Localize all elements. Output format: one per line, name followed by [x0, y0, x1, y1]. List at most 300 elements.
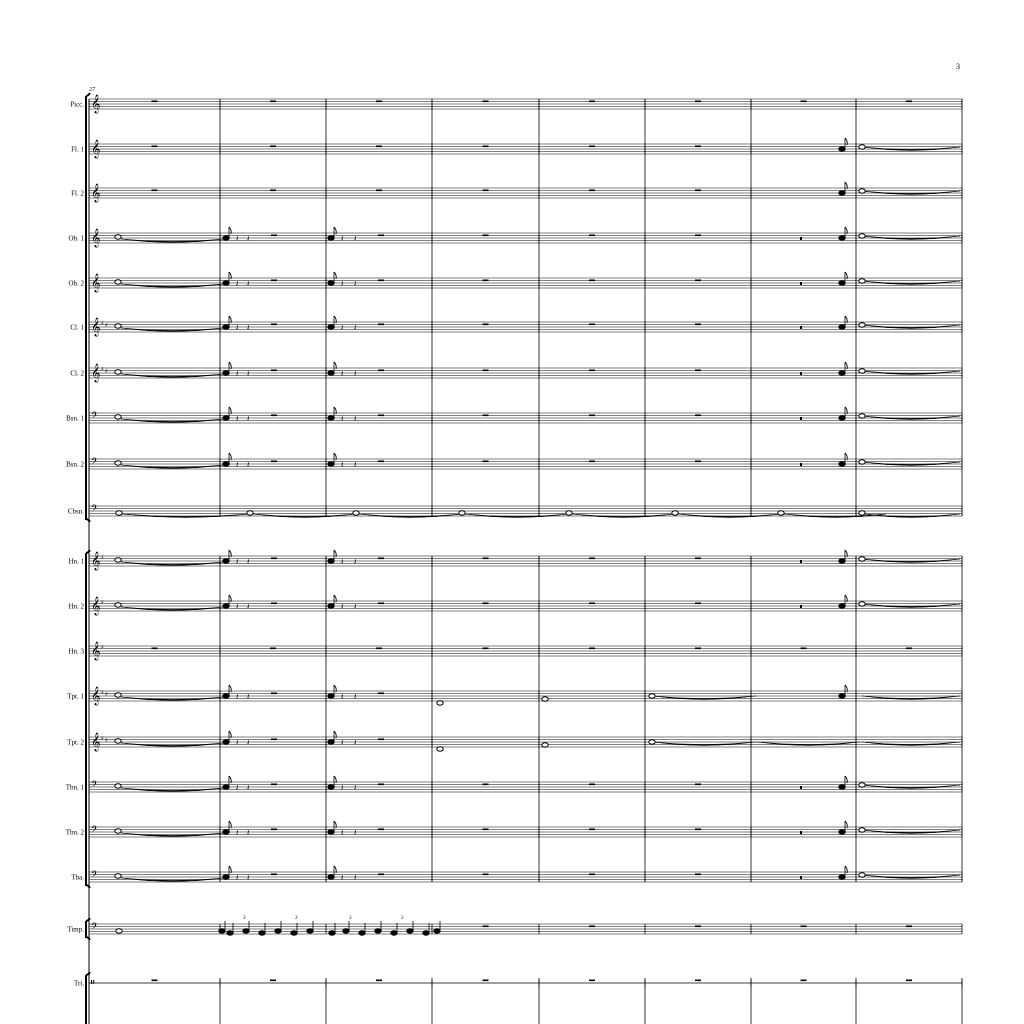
note-head [223, 604, 229, 608]
note-head [839, 462, 845, 466]
whole-rest [906, 926, 912, 928]
rest-icon: 𝄽 [341, 369, 344, 378]
note-head [115, 415, 121, 419]
rest-icon [800, 605, 802, 608]
note-head [115, 739, 121, 743]
sharp-icon: ♯ [101, 320, 104, 327]
tie [862, 742, 960, 746]
half-rest [271, 693, 277, 695]
treble-clef-icon: 𝄞 [91, 317, 101, 336]
whole-rest [483, 101, 489, 103]
note-head [859, 557, 865, 561]
treble-clef-icon: 𝄞 [91, 94, 101, 113]
rest-icon: 𝄽 [354, 783, 357, 792]
half-rest [378, 370, 384, 372]
staff [70, 94, 962, 114]
note-head [672, 511, 678, 515]
note-head [839, 236, 845, 240]
instrument-label: Timp. [67, 925, 84, 934]
rest-icon: 𝄽 [341, 414, 344, 423]
note-head [223, 281, 229, 285]
note-head [649, 694, 655, 698]
staff [71, 183, 962, 203]
note-head [859, 602, 865, 606]
half-rest [378, 558, 384, 560]
sharp-icon: ♯ [105, 322, 108, 329]
whole-rest [906, 648, 912, 650]
staff [70, 363, 962, 383]
note-head [115, 461, 121, 465]
rest-icon [800, 417, 802, 420]
note-head [859, 189, 865, 193]
staff [68, 641, 962, 661]
instrument-label: Tpt. 2 [67, 738, 84, 747]
rest-icon: 𝄽 [247, 369, 250, 378]
half-rest [271, 324, 277, 326]
whole-rest [483, 461, 489, 463]
percussion-clef-icon: 𝄥 [91, 976, 95, 989]
instrument-label: Hn. 3 [68, 647, 84, 656]
half-rest [271, 874, 277, 876]
rest-icon: 𝄽 [354, 557, 357, 566]
treble-clef-icon: 𝄞 [91, 732, 101, 751]
treble-clef-icon: 𝄞 [91, 641, 101, 660]
staff [74, 976, 962, 989]
half-rest [378, 461, 384, 463]
whole-rest [376, 190, 382, 192]
page-number: 3 [956, 62, 960, 71]
note-head [328, 604, 334, 608]
note-head [247, 511, 253, 515]
whole-rest [589, 926, 595, 928]
rest-icon [800, 876, 802, 879]
staff [68, 551, 962, 571]
half-rest [271, 461, 277, 463]
note-head [328, 694, 334, 698]
half-rest [271, 370, 277, 372]
half-rest [378, 280, 384, 282]
rest-icon: 𝄽 [236, 602, 239, 611]
rest-icon: 𝄽 [354, 323, 357, 332]
whole-rest [483, 648, 489, 650]
note-head [353, 511, 359, 515]
rest-icon: 𝄽 [341, 557, 344, 566]
rest-icon: 𝄽 [236, 783, 239, 792]
rest-icon: 𝄽 [341, 783, 344, 792]
whole-rest [589, 980, 595, 982]
half-rest [271, 415, 277, 417]
whole-rest [270, 648, 276, 650]
rest-icon: 𝄽 [236, 738, 239, 747]
whole-rest [695, 558, 701, 560]
half-rest [378, 693, 384, 695]
instrument-label: Cl. 2 [70, 369, 84, 378]
bass-clef-icon: 𝄢 [91, 869, 99, 882]
note-head [223, 740, 229, 744]
note-head [859, 234, 865, 238]
instrument-label: Bsn. 2 [66, 460, 84, 469]
note-head [115, 235, 121, 239]
tie [652, 742, 756, 746]
note-head [859, 511, 865, 515]
note-head [223, 694, 229, 698]
whole-rest [695, 370, 701, 372]
rest-icon: 𝄽 [354, 414, 357, 423]
whole-rest [695, 926, 701, 928]
whole-rest [152, 101, 158, 103]
tuplet-number: 3 [349, 916, 352, 921]
note-head [375, 929, 381, 933]
note-head [243, 929, 249, 933]
note-head [859, 145, 865, 149]
note-head [116, 929, 122, 933]
rest-icon: 𝄽 [354, 279, 357, 288]
note-head [839, 281, 845, 285]
rest-icon: 𝄽 [341, 279, 344, 288]
note-head [859, 828, 865, 832]
staff [67, 921, 962, 934]
note-head [223, 559, 229, 563]
half-rest [378, 874, 384, 876]
whole-rest [695, 235, 701, 237]
rest-icon [800, 463, 802, 466]
instrument-label: Hn. 2 [68, 602, 84, 611]
instrument-label: Fl. 1 [71, 145, 84, 154]
tuplet-number: 3 [401, 916, 404, 921]
whole-rest [483, 784, 489, 786]
staff [71, 139, 962, 159]
whole-rest [906, 980, 912, 982]
rest-icon: 𝄽 [247, 783, 250, 792]
half-rest [271, 280, 277, 282]
note-head [223, 785, 229, 789]
note-head [291, 931, 297, 935]
instrument-label: Picc. [70, 100, 84, 109]
whole-rest [589, 829, 595, 831]
rest-icon: 𝄽 [247, 323, 250, 332]
staff [67, 686, 962, 706]
bass-clef-icon: 𝄢 [91, 410, 99, 423]
note-head [566, 511, 572, 515]
note-head [328, 785, 334, 789]
whole-rest [589, 603, 595, 605]
half-rest [271, 784, 277, 786]
half-rest [378, 235, 384, 237]
whole-rest [695, 603, 701, 605]
whole-rest [695, 101, 701, 103]
whole-rest [270, 101, 276, 103]
instrument-label: Tba. [71, 873, 84, 882]
instrument-label: Tbn. 2 [65, 828, 84, 837]
rest-icon: 𝄽 [236, 828, 239, 837]
rest-icon: 𝄽 [341, 738, 344, 747]
rest-icon: 𝄽 [354, 873, 357, 882]
note-head [839, 559, 845, 563]
note-head [223, 371, 229, 375]
note-head [859, 323, 865, 327]
treble-clef-icon: 𝄞 [91, 273, 101, 292]
note-head [275, 929, 281, 933]
note-head [219, 929, 225, 933]
half-rest [378, 739, 384, 741]
whole-rest [589, 324, 595, 326]
note-head [839, 325, 845, 329]
instrument-label: Ob. 1 [68, 234, 84, 243]
sharp-icon: ♯ [101, 599, 104, 606]
whole-rest [695, 874, 701, 876]
whole-rest [589, 461, 595, 463]
note-head [328, 325, 334, 329]
rest-icon: 𝄽 [236, 460, 239, 469]
treble-clef-icon: 𝄞 [91, 183, 101, 202]
instrument-label: Cbsn. [67, 507, 84, 516]
rest-icon: 𝄽 [236, 557, 239, 566]
note-head [359, 931, 365, 935]
staff [68, 503, 962, 516]
whole-rest [801, 980, 807, 982]
note-head [839, 785, 845, 789]
half-rest [271, 603, 277, 605]
whole-rest [483, 980, 489, 982]
rest-icon: 𝄽 [247, 738, 250, 747]
note-head [115, 829, 121, 833]
rest-icon: 𝄽 [247, 414, 250, 423]
sharp-icon: ♯ [105, 368, 108, 375]
whole-rest [483, 926, 489, 928]
rest-icon: 𝄽 [236, 414, 239, 423]
note-head [329, 931, 335, 935]
whole-rest [695, 461, 701, 463]
rest-icon: 𝄽 [236, 369, 239, 378]
note-head [116, 511, 122, 515]
note-head [407, 929, 413, 933]
note-head [115, 324, 121, 328]
instrument-label: Tri. [73, 979, 84, 988]
whole-rest [483, 415, 489, 417]
rest-icon: 𝄽 [354, 369, 357, 378]
note-head [115, 603, 121, 607]
whole-rest [589, 648, 595, 650]
whole-rest [695, 784, 701, 786]
whole-rest [801, 648, 807, 650]
instrument-label: Tpt. 1 [67, 692, 84, 701]
whole-rest [483, 146, 489, 148]
bass-clef-icon: 𝄢 [91, 456, 99, 469]
whole-rest [376, 146, 382, 148]
whole-rest [152, 648, 158, 650]
whole-rest [589, 558, 595, 560]
note-head [115, 874, 121, 878]
note-head [223, 236, 229, 240]
whole-rest [906, 101, 912, 103]
half-rest [378, 784, 384, 786]
rest-icon: 𝄽 [236, 234, 239, 243]
whole-rest [695, 146, 701, 148]
rest-icon [800, 237, 802, 240]
whole-rest [695, 648, 701, 650]
instrument-label: Tbn. 1 [65, 783, 84, 792]
rest-icon: 𝄽 [247, 557, 250, 566]
note-head [328, 416, 334, 420]
note-head [649, 740, 655, 744]
whole-rest [695, 324, 701, 326]
note-head [328, 462, 334, 466]
note-head [859, 279, 865, 283]
note-head [115, 370, 121, 374]
whole-rest [270, 146, 276, 148]
rest-icon: 𝄽 [354, 692, 357, 701]
half-rest [378, 603, 384, 605]
note-head [223, 875, 229, 879]
rest-icon [800, 326, 802, 329]
whole-rest [483, 874, 489, 876]
sharp-icon: ♯ [101, 366, 104, 373]
note-head [328, 740, 334, 744]
bass-clef-icon: 𝄢 [91, 824, 99, 837]
note-head [328, 236, 334, 240]
note-head [859, 873, 865, 877]
whole-rest [695, 415, 701, 417]
note-head [459, 511, 465, 515]
note-head [223, 830, 229, 834]
whole-rest [589, 874, 595, 876]
rest-icon: 𝄽 [247, 234, 250, 243]
instrument-label: Bsn. 1 [66, 414, 84, 423]
rest-icon: 𝄽 [354, 738, 357, 747]
rest-icon: 𝄽 [341, 460, 344, 469]
rest-icon: 𝄽 [341, 323, 344, 332]
sharp-icon: ♯ [101, 735, 104, 742]
note-head [839, 191, 845, 195]
whole-rest [695, 280, 701, 282]
note-head [328, 830, 334, 834]
treble-clef-icon: 𝄞 [91, 363, 101, 382]
rest-icon: 𝄽 [354, 460, 357, 469]
whole-rest [589, 784, 595, 786]
tie [757, 742, 860, 746]
whole-rest [589, 101, 595, 103]
rest-icon: 𝄽 [236, 692, 239, 701]
sharp-icon: ♯ [105, 737, 108, 744]
half-rest [271, 739, 277, 741]
whole-rest [483, 558, 489, 560]
note-head [542, 697, 548, 701]
staff [68, 228, 962, 248]
note-head [839, 830, 845, 834]
sharp-icon: ♯ [101, 689, 104, 696]
whole-rest [589, 415, 595, 417]
staff [68, 596, 962, 616]
note-head [778, 511, 784, 515]
half-rest [271, 235, 277, 237]
rest-icon [800, 831, 802, 834]
note-head [223, 416, 229, 420]
whole-rest [152, 980, 158, 982]
note-head [115, 693, 121, 697]
whole-rest [483, 603, 489, 605]
note-head [839, 875, 845, 879]
note-head [223, 462, 229, 466]
rest-icon: 𝄽 [341, 602, 344, 611]
treble-clef-icon: 𝄞 [91, 228, 101, 247]
note-head [542, 743, 548, 747]
whole-rest [152, 190, 158, 192]
instrument-label: Hn. 1 [68, 557, 84, 566]
note-head [307, 929, 313, 933]
whole-rest [695, 829, 701, 831]
whole-rest [376, 648, 382, 650]
note-head [328, 371, 334, 375]
whole-rest [589, 280, 595, 282]
rest-icon: 𝄽 [341, 873, 344, 882]
rest-icon: 𝄽 [341, 828, 344, 837]
half-rest [378, 324, 384, 326]
note-head [423, 931, 429, 935]
note-head [328, 559, 334, 563]
note-head [391, 931, 397, 935]
whole-rest [270, 980, 276, 982]
rest-icon: 𝄽 [354, 234, 357, 243]
staff [67, 732, 962, 752]
note-head [223, 325, 229, 329]
treble-clef-icon: 𝄞 [91, 596, 101, 615]
whole-rest [695, 980, 701, 982]
rest-icon: 𝄽 [247, 279, 250, 288]
whole-rest [589, 190, 595, 192]
rest-icon [800, 786, 802, 789]
note-head [859, 460, 865, 464]
note-head [839, 371, 845, 375]
whole-rest [801, 101, 807, 103]
note-head [859, 783, 865, 787]
instrument-label: Fl. 2 [71, 189, 84, 198]
rest-icon: 𝄽 [236, 873, 239, 882]
sharp-icon: ♯ [101, 554, 104, 561]
tie [652, 696, 756, 700]
system [66, 87, 962, 1024]
note-head [328, 875, 334, 879]
rest-icon: 𝄽 [354, 602, 357, 611]
tie [862, 696, 960, 700]
rest-icon: 𝄽 [247, 460, 250, 469]
whole-rest [376, 101, 382, 103]
rest-icon: 𝄽 [341, 234, 344, 243]
rest-icon: 𝄽 [341, 692, 344, 701]
whole-rest [483, 235, 489, 237]
whole-rest [483, 829, 489, 831]
staff [68, 273, 962, 293]
whole-rest [483, 324, 489, 326]
rest-icon: 𝄽 [236, 323, 239, 332]
note-head [115, 558, 121, 562]
note-head [839, 416, 845, 420]
bass-clef-icon: 𝄢 [91, 779, 99, 792]
half-rest [271, 829, 277, 831]
half-rest [271, 558, 277, 560]
note-head [259, 931, 265, 935]
rest-icon: 𝄽 [236, 279, 239, 288]
whole-rest [152, 146, 158, 148]
note-head [839, 147, 845, 151]
rest-icon [800, 372, 802, 375]
note-head [437, 747, 443, 751]
whole-rest [270, 190, 276, 192]
rest-icon: 𝄽 [247, 602, 250, 611]
whole-rest [483, 370, 489, 372]
instrument-label: Cl. 1 [70, 323, 84, 332]
whole-rest [483, 280, 489, 282]
bass-clef-icon: 𝄢 [91, 503, 99, 516]
